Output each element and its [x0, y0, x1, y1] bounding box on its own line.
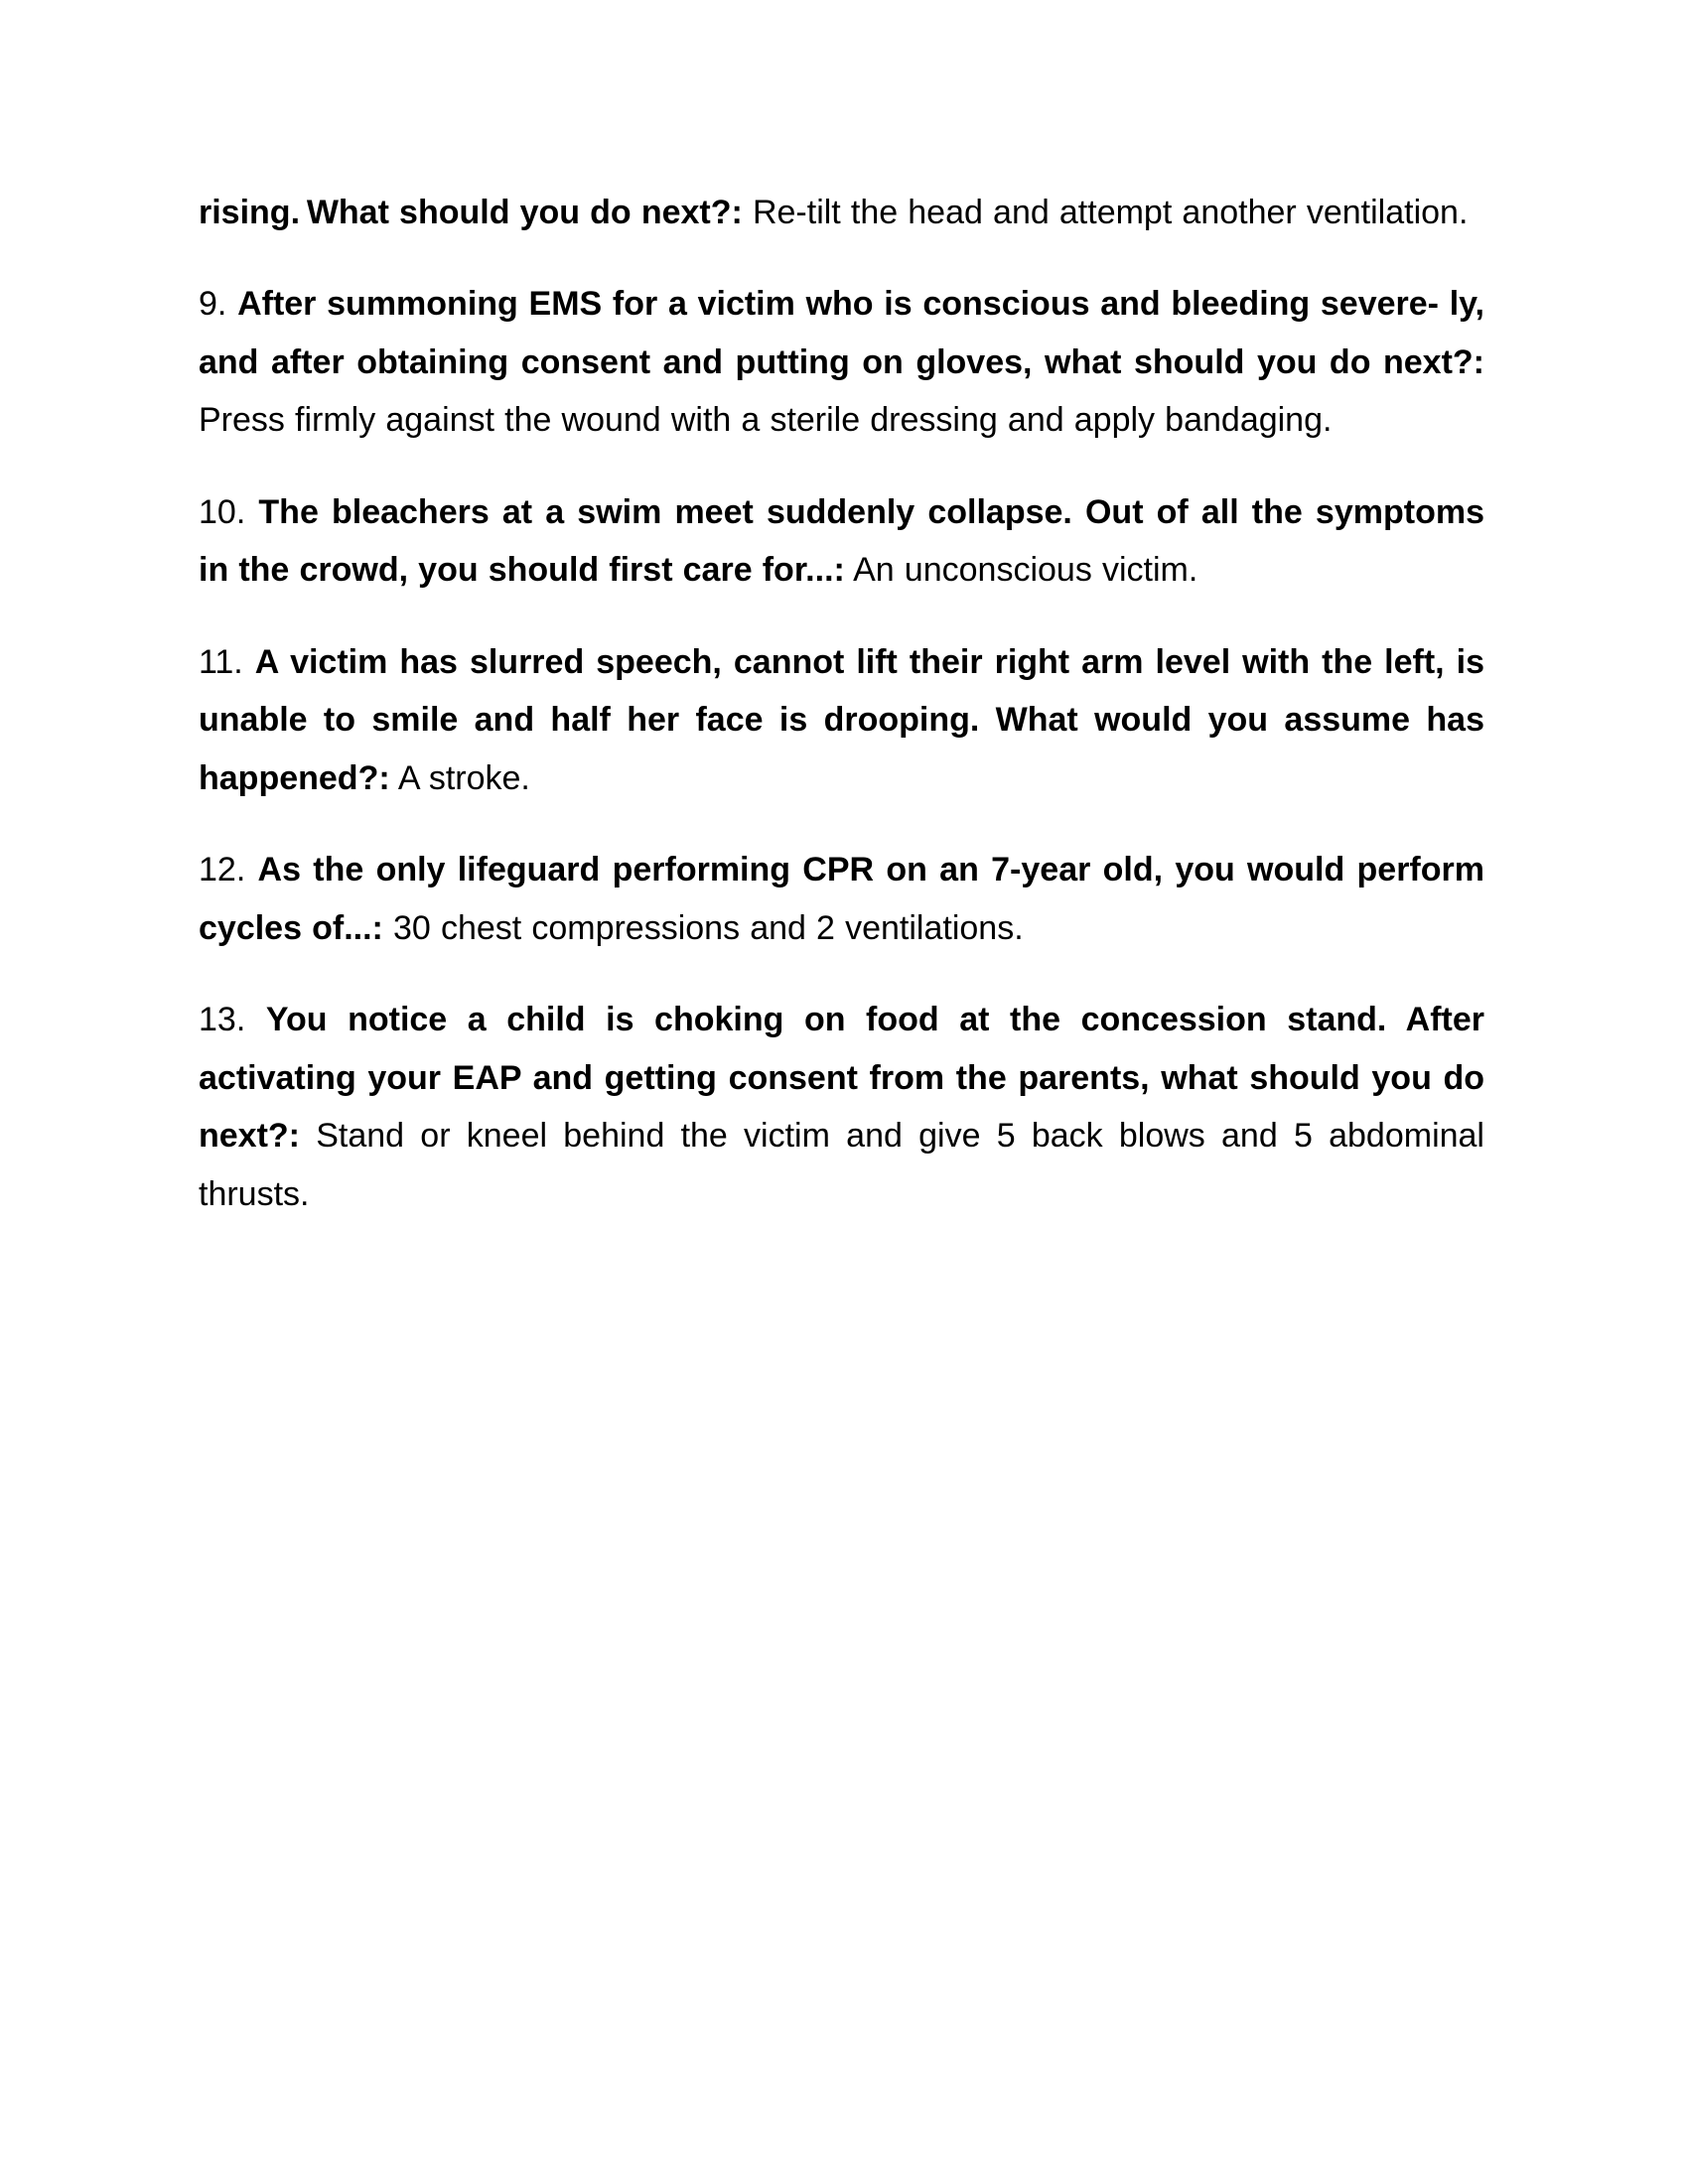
qa-block [199, 184, 1484, 241]
question-number: 10. [199, 492, 259, 531]
question-text: The bleachers at a swim meet suddenly collapse. Out of all the symptoms in the crowd, you should first care for...: [199, 492, 1484, 590]
question-number: 13. [199, 1001, 266, 1039]
answer-text: A stroke. [389, 758, 530, 797]
qa-block [199, 483, 1484, 600]
question-text: After summoning EMS for a victim who is conscious and bleeding severe- ly, and after obtaining consent and putting on gloves, what should you do next?: [199, 285, 1484, 381]
qa-block [199, 633, 1484, 807]
question-text: A victim has slurred speech, cannot lift their right arm level with the left, is unable to smile and half her face is drooping. What would you assume has happened?: [199, 642, 1484, 797]
question-text: You notice a child is choking on food at the concession stand. After activating your EAP and getting consent from the parents, what should you do next?: [199, 1001, 1484, 1156]
answer-text: 30 chest compressions and 2 ventilations. [382, 908, 1024, 947]
question-number: 11. [199, 642, 255, 681]
answer-text: Re-tilt the head and attempt another ventilation. [742, 194, 1469, 231]
qa-block [199, 841, 1484, 957]
answer-text: An unconscious victim. [844, 551, 1198, 590]
answer-text: Press firmly against the wound with a sterile dressing and apply bandaging. [199, 401, 1333, 440]
question-text: rising. What should you do next?: [199, 194, 743, 231]
answer-text: Stand or kneel behind the victim and give 5 back blows and 5 abdominal thrusts. [199, 1117, 1484, 1213]
question-number: 12. [199, 851, 258, 889]
qa-block [199, 991, 1484, 1223]
qa-block [199, 275, 1484, 449]
question-text: As the only lifeguard performing CPR on an 7-year old, you would perform cycles of...: [199, 851, 1484, 947]
question-number: 9. [199, 285, 238, 324]
